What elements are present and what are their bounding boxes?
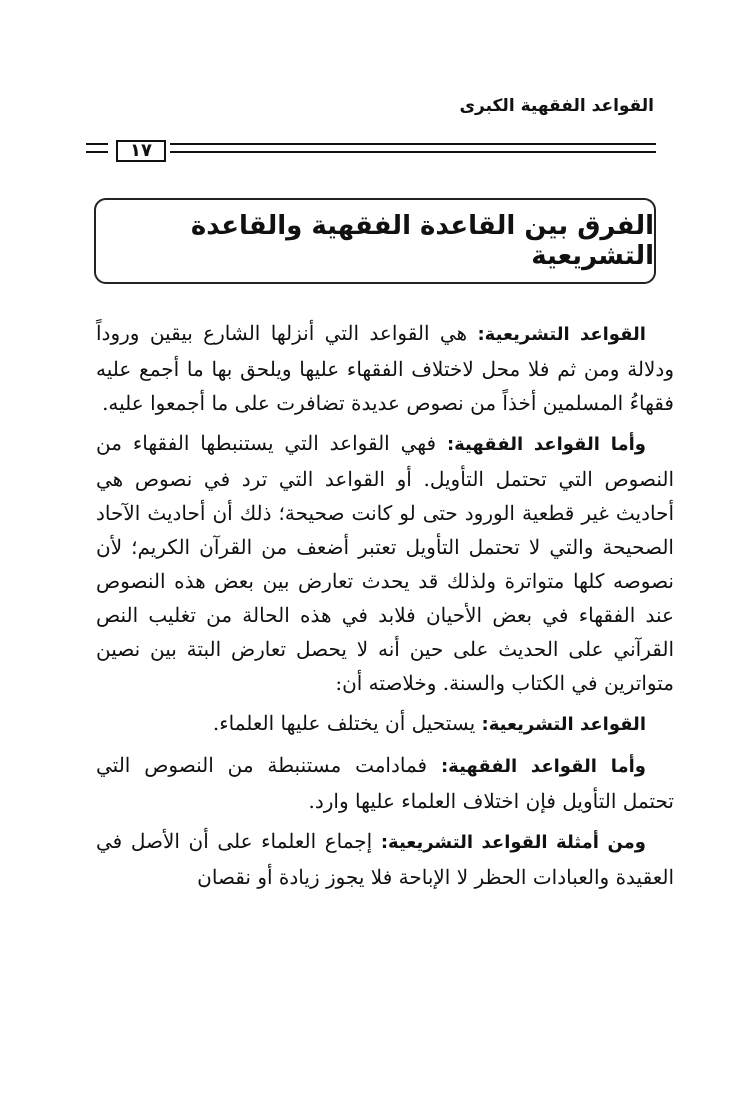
paragraph bbox=[96, 316, 674, 420]
term-label: وأما القواعد الفقهية: bbox=[446, 434, 646, 455]
paragraph-text: إجماع العلماء على أن الأصل في العقيدة والعبادات الحظر لا الإباحة فلا يجوز زيادة أو نقصان bbox=[96, 829, 674, 889]
term-label: القواعد التشريعية: bbox=[477, 324, 646, 345]
term-label: ومن أمثلة القواعد التشريعية: bbox=[380, 832, 646, 853]
paragraph bbox=[96, 748, 674, 818]
paragraph bbox=[96, 426, 674, 700]
running-header-title: القواعد الفقهية الكبرى bbox=[459, 96, 654, 116]
paragraph-text: هي القواعد التي أنزلها الشارع بيقين وروداً ودلالة ومن ثم فلا محل لاختلاف الفقهاء عليها ويلحق بها ما أجمع عليه فقهاءُ المسلمين أخذاً من نصوص عديدة تضافرت على ما أجمعوا عليه. bbox=[96, 321, 674, 415]
term-label: القواعد التشريعية: bbox=[481, 714, 646, 735]
page-number: ١٧ bbox=[116, 140, 166, 162]
header-rule bbox=[86, 140, 656, 162]
paragraph-text: فهي القواعد التي يستنبطها الفقهاء من النصوص التي تحتمل التأويل. أو القواعد التي ترد في نصوص هي أحاديث غير قطعية الورود حتى لو كانت صحيحة؛ ذلك أن أحاديث الآحاد الصحيحة والتي لا تحتمل التأويل تعتبر أضعف من القرآن الكريم؛ لأن نصوصه كلها متواترة ولذلك قد يحدث تعارض بين بعض هذه النصوص عند الفقهاء في بعض الأحيان فلابد في هذه الحالة من تغليب النص القرآني على الحديث على حين أنه لا يحصل تعارض البتة بين نصين متواترين في الكتاب والسنة. وخلاصته أن: bbox=[96, 431, 674, 695]
paragraph-text: فمادامت مستنبطة من النصوص التي تحتمل التأويل فإن اختلاف العلماء عليها وارد. bbox=[96, 753, 674, 813]
paragraph bbox=[96, 824, 674, 894]
term-label: وأما القواعد الفقهية: bbox=[440, 756, 646, 777]
body-text bbox=[96, 316, 674, 894]
chapter-title: الفرق بين القاعدة الفقهية والقاعدة التشريعية bbox=[190, 211, 654, 271]
paragraph-text: يستحيل أن يختلف عليها العلماء. bbox=[212, 711, 482, 735]
header-rule-right bbox=[170, 143, 656, 153]
header-rule-left bbox=[86, 143, 108, 153]
chapter-title-box bbox=[94, 198, 656, 284]
paragraph bbox=[96, 706, 674, 742]
